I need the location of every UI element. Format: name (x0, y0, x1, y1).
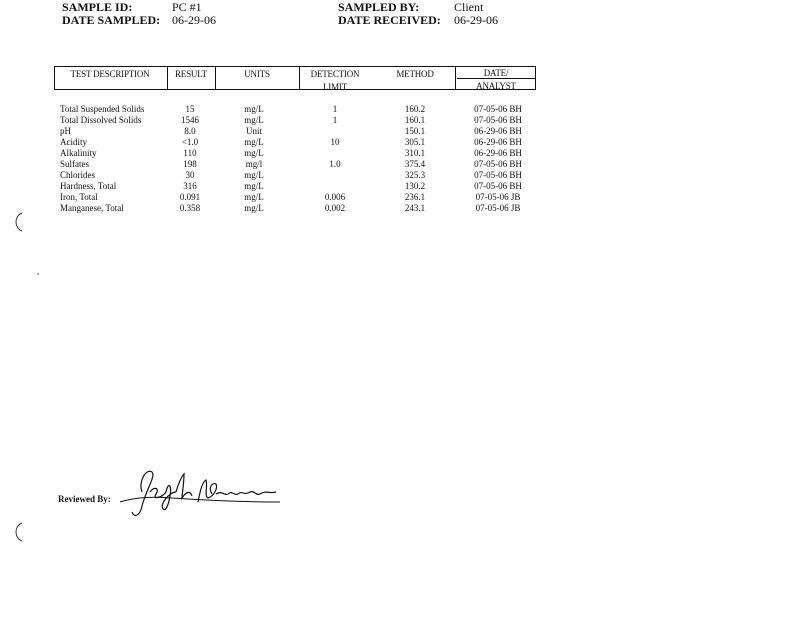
cell-units: mg/L (244, 170, 264, 180)
signature-image (112, 462, 287, 522)
sample-id-row (62, 0, 282, 14)
cell-detection: 0.002 (324, 203, 346, 213)
cell-date: 06-29-06 BH (474, 148, 522, 158)
table-row (0, 203, 800, 214)
cell-detection: 10 (330, 137, 340, 147)
header-units: UNITS (244, 69, 270, 79)
table-row (0, 170, 800, 181)
cell-detection: 0.006 (324, 192, 346, 202)
cell-units: mg/L (244, 192, 264, 202)
cell-result: 15 (185, 104, 195, 114)
cell-date: 07-05-06 JB (475, 192, 521, 202)
header-divider (299, 67, 300, 89)
cell-desc: Manganese, Total (60, 203, 124, 213)
table-row (0, 148, 800, 159)
date-sampled-row (62, 13, 282, 27)
punch-hole-mark (10, 520, 24, 544)
cell-desc: Total Suspended Solids (60, 104, 145, 114)
cell-method: 375.4 (404, 159, 426, 169)
punch-hole-mark (10, 210, 24, 234)
cell-result: 8.0 (184, 126, 196, 136)
cell-desc: Alkalinity (60, 148, 97, 158)
date-received-value: 06-29-06 (454, 13, 498, 27)
header-detection-limit (301, 70, 369, 92)
cell-result: <1.0 (181, 137, 199, 147)
header-method: METHOD (396, 69, 434, 79)
header-analyst: ANALYST (476, 81, 516, 91)
cell-units: mg/L (244, 203, 264, 213)
cell-method: 160.2 (404, 104, 426, 114)
table-row (0, 137, 800, 148)
cell-result: 110 (183, 148, 197, 158)
cell-desc: Iron, Total (60, 192, 98, 202)
cell-desc: Sulfates (60, 159, 89, 169)
cell-detection: 1.0 (329, 159, 341, 169)
cell-desc: Acidity (60, 137, 87, 147)
cell-result: 30 (185, 170, 195, 180)
reviewed-by-label: Reviewed By: (58, 494, 111, 504)
cell-date: 06-29-06 BH (474, 137, 522, 147)
cell-method: 325.3 (404, 170, 426, 180)
sample-id-value: PC #1 (172, 0, 202, 14)
table-row (0, 181, 800, 192)
header-result: RESULT (175, 69, 207, 79)
cell-units: mg/L (244, 181, 264, 191)
sampled-by-value: Client (454, 0, 484, 14)
cell-units: mg/L (244, 148, 264, 158)
table-row (0, 104, 800, 115)
results-table-header (54, 66, 536, 90)
cell-result: 198 (183, 159, 197, 169)
cell-result: 316 (183, 181, 197, 191)
cell-method: 310.1 (404, 148, 426, 158)
header-date-underline (457, 78, 535, 79)
cell-detection: 1 (332, 115, 338, 125)
cell-result: 1546 (181, 115, 199, 125)
sampled-by-label: SAMPLED BY: (338, 0, 420, 14)
header-divider (455, 67, 456, 89)
cell-method: 305.1 (404, 137, 426, 147)
cell-units: mg/l (245, 159, 263, 169)
table-row (0, 115, 800, 126)
header-limit: LIMIT (323, 82, 347, 92)
cell-result: 0.091 (179, 192, 201, 202)
header-divider (167, 67, 168, 89)
scan-speck (36, 272, 40, 276)
cell-date: 07-05-06 BH (474, 159, 522, 169)
header-date-analyst (457, 69, 535, 91)
cell-date: 07-05-06 BH (474, 104, 522, 114)
cell-desc: Total Dissolved Solids (60, 115, 142, 125)
cell-desc: Chlorides (60, 170, 95, 180)
date-received-row (338, 13, 558, 27)
cell-method: 160.1 (404, 115, 426, 125)
cell-method: 150.1 (404, 126, 426, 136)
cell-date: 06-29-06 BH (474, 126, 522, 136)
table-row (0, 192, 800, 203)
cell-desc: Hardness, Total (60, 181, 117, 191)
table-row (0, 159, 800, 170)
sampled-by-row (338, 0, 558, 14)
header-divider (215, 67, 216, 89)
cell-result: 0.358 (179, 203, 201, 213)
cell-units: mg/L (244, 115, 264, 125)
date-sampled-value: 06-29-06 (172, 13, 216, 27)
date-sampled-label: DATE SAMPLED: (62, 13, 161, 27)
cell-method: 236.1 (404, 192, 426, 202)
cell-detection: 1 (332, 104, 338, 114)
header-date: DATE/ (483, 68, 509, 78)
date-received-label: DATE RECEIVED: (338, 13, 441, 27)
cell-date: 07-05-06 BH (474, 181, 522, 191)
table-row (0, 126, 800, 137)
cell-date: 07-05-06 BH (474, 115, 522, 125)
cell-units: mg/L (244, 137, 264, 147)
cell-units: mg/L (244, 104, 264, 114)
cell-units: Unit (245, 126, 262, 136)
cell-method: 243.1 (404, 203, 426, 213)
header-test-description: TEST DESCRIPTION (70, 69, 150, 79)
header-detection: DETECTION (310, 69, 360, 79)
cell-desc: pH (60, 126, 71, 136)
cell-date: 07-05-06 BH (474, 170, 522, 180)
cell-date: 07-05-06 JB (475, 203, 521, 213)
sample-id-label: SAMPLE ID: (62, 0, 133, 14)
cell-method: 130.2 (404, 181, 426, 191)
